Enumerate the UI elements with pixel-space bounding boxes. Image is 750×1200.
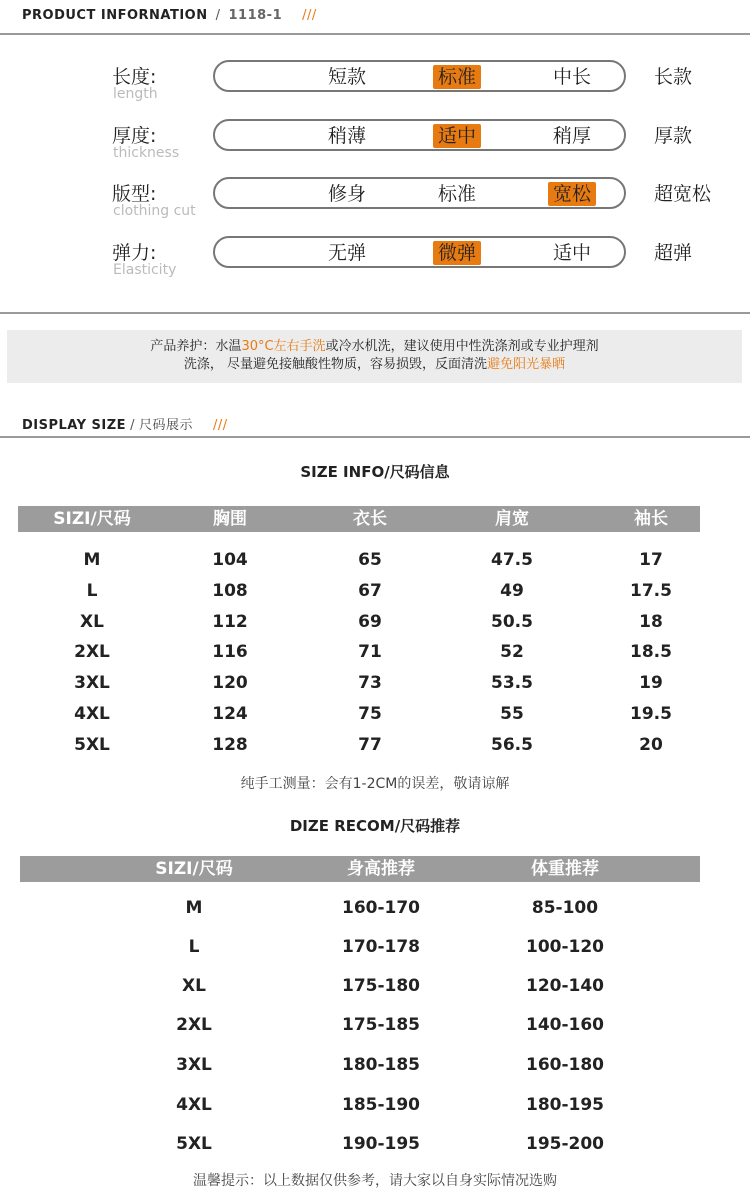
- product-code: 1118-1: [228, 8, 283, 23]
- size-recom-cell: 140-160: [525, 1015, 605, 1035]
- size-info-cell: 4XL: [74, 704, 110, 724]
- care-line-2: [7, 356, 742, 374]
- size-info-cell: 104: [212, 550, 248, 570]
- size-info-cell: 56.5: [491, 735, 533, 755]
- size-info-column-header: 袖长: [634, 509, 668, 529]
- display-slashes: ///: [212, 418, 228, 433]
- display-separator: /: [130, 418, 135, 433]
- care-highlight-2: 避免阳光暴晒: [487, 357, 566, 372]
- size-info-cell: L: [86, 581, 98, 601]
- attribute-option: 超宽松: [654, 183, 712, 205]
- display-size-heading: [22, 414, 228, 433]
- size-info-column-header: 肩宽: [495, 509, 529, 529]
- attribute-row: [112, 119, 693, 171]
- heading-separator: /: [215, 8, 221, 23]
- display-divider: [0, 436, 750, 438]
- attribute-label: 长度:: [112, 66, 157, 88]
- size-recom-cell: 160-170: [341, 898, 421, 918]
- attribute-label: 弹力:: [112, 242, 157, 264]
- attribute-option-selected: 适中: [433, 124, 481, 148]
- size-info-cell: 3XL: [74, 673, 110, 693]
- size-info-cell: 67: [358, 581, 382, 601]
- display-title: DISPLAY SIZE: [22, 418, 127, 433]
- size-info-cell: 71: [358, 642, 382, 662]
- size-info-cell: 53.5: [491, 673, 533, 693]
- care-instructions: [7, 330, 742, 383]
- size-info-cell: 5XL: [74, 735, 110, 755]
- size-recom-cell: 120-140: [525, 976, 605, 996]
- attribute-scale: [213, 236, 693, 268]
- size-recom-cell: 160-180: [525, 1055, 605, 1075]
- attribute-option: 无弹: [328, 242, 367, 264]
- size-recom-cell: 185-190: [341, 1095, 421, 1115]
- size-info-cell: 75: [358, 704, 382, 724]
- size-info-cell: 2XL: [74, 642, 110, 662]
- size-info-cell: 55: [500, 704, 524, 724]
- size-recom-cell: M: [185, 898, 203, 918]
- size-recom-note: 温馨提示：以上数据仅供参考，请大家以自身实际情况选购: [193, 1173, 557, 1189]
- size-info-cell: 69: [358, 612, 382, 632]
- size-recom-cell: 190-195: [341, 1134, 421, 1154]
- care-highlight-1: 30°C左右手洗: [241, 339, 326, 354]
- size-info-cell: 18: [639, 612, 663, 632]
- attribute-row: [112, 60, 693, 112]
- size-recom-cell: 5XL: [176, 1134, 212, 1154]
- size-recom-cell: 85-100: [531, 898, 599, 918]
- attribute-sublabel: clothing cut: [113, 203, 196, 219]
- care-text-1c: 或冷水机洗，建议使用中性洗涤剂或专业护理剂: [325, 339, 599, 354]
- size-info-cell: 19.5: [630, 704, 672, 724]
- size-recom-cell: 175-185: [341, 1015, 421, 1035]
- size-info-cell: 108: [212, 581, 248, 601]
- attribute-option-selected: 微弹: [433, 241, 481, 265]
- size-info-cell: 128: [212, 735, 248, 755]
- size-recom-column-header: SIZI/尺码: [155, 859, 233, 879]
- care-text-1a: 产品养护：水温: [150, 339, 242, 354]
- attribute-option: 超弹: [654, 242, 693, 264]
- size-recom-cell: 2XL: [176, 1015, 212, 1035]
- attribute-option-selected: 宽松: [548, 182, 596, 206]
- heading-title: PRODUCT INFORNATION: [22, 8, 208, 23]
- size-info-cell: 18.5: [630, 642, 672, 662]
- attribute-label: 版型:: [112, 183, 157, 205]
- attribute-option: 稍厚: [553, 125, 592, 147]
- size-recom-cell: L: [188, 937, 200, 957]
- size-recom-cell: 170-178: [341, 937, 421, 957]
- size-recom-column-header: 体重推荐: [531, 859, 599, 879]
- size-recom-title: DIZE RECOM/尺码推荐: [289, 817, 461, 835]
- size-info-cell: 49: [500, 581, 524, 601]
- attribute-sublabel: length: [113, 86, 158, 102]
- attribute-label: 厚度:: [112, 125, 157, 147]
- attribute-option-selected: 标准: [433, 65, 481, 89]
- size-recom-cell: 195-200: [525, 1134, 605, 1154]
- attribute-scale: [213, 60, 693, 92]
- size-recom-cell: 100-120: [525, 937, 605, 957]
- size-info-cell: 50.5: [491, 612, 533, 632]
- size-info-cell: 73: [358, 673, 382, 693]
- size-recom-cell: 180-185: [341, 1055, 421, 1075]
- attribute-option: 中长: [553, 66, 592, 88]
- size-info-title: SIZE INFO/尺码信息: [300, 463, 450, 481]
- size-info-note: 纯手工测量：会有1-2CM的误差，敬请谅解: [240, 776, 510, 792]
- size-recom-cell: 180-195: [525, 1095, 605, 1115]
- attribute-option: 稍薄: [328, 125, 367, 147]
- attribute-sublabel: Elasticity: [113, 262, 177, 278]
- size-recom-cell: XL: [182, 976, 206, 996]
- size-info-column-header: SIZI/尺码: [53, 509, 131, 529]
- heading-slashes: ///: [302, 8, 317, 23]
- size-recom-cell: 4XL: [176, 1095, 212, 1115]
- size-info-cell: 19: [639, 673, 663, 693]
- attributes-divider: [0, 312, 750, 314]
- size-recom-cell: 175-180: [341, 976, 421, 996]
- display-title-cn: 尺码展示: [138, 418, 193, 433]
- size-info-cell: 77: [358, 735, 382, 755]
- attribute-scale: [213, 119, 693, 151]
- size-info-cell: 20: [639, 735, 663, 755]
- size-info-column-header: 胸围: [213, 509, 247, 529]
- size-recom-cell: 3XL: [176, 1055, 212, 1075]
- size-info-cell: 120: [212, 673, 248, 693]
- attribute-option: 厚款: [654, 125, 693, 147]
- size-info-cell: 17.5: [630, 581, 672, 601]
- attribute-option: 标准: [438, 183, 477, 205]
- attribute-option: 长款: [654, 66, 693, 88]
- attribute-option: 适中: [553, 242, 592, 264]
- size-info-cell: 47.5: [491, 550, 533, 570]
- size-recom-column-header: 身高推荐: [347, 859, 415, 879]
- size-info-cell: XL: [80, 612, 104, 632]
- size-info-cell: 112: [212, 612, 248, 632]
- attribute-option: 修身: [328, 183, 367, 205]
- size-info-cell: 65: [358, 550, 382, 570]
- product-info-heading: [22, 8, 317, 23]
- care-text-2a: 洗涤， 尽量避免接触酸性物质，容易损毁，反面清洗: [183, 357, 488, 372]
- size-info-cell: 116: [212, 642, 248, 662]
- size-info-cell: 17: [639, 550, 663, 570]
- size-info-cell: 124: [212, 704, 248, 724]
- attribute-option: 短款: [328, 66, 367, 88]
- attribute-row: [112, 177, 712, 229]
- attribute-sublabel: thickness: [113, 145, 180, 161]
- size-info-cell: M: [83, 550, 101, 570]
- size-info-cell: 52: [500, 642, 524, 662]
- care-line-1: [7, 338, 742, 356]
- size-info-column-header: 衣长: [353, 509, 387, 529]
- attribute-row: [112, 236, 693, 288]
- attribute-scale: [213, 177, 712, 209]
- header-divider: [0, 33, 750, 35]
